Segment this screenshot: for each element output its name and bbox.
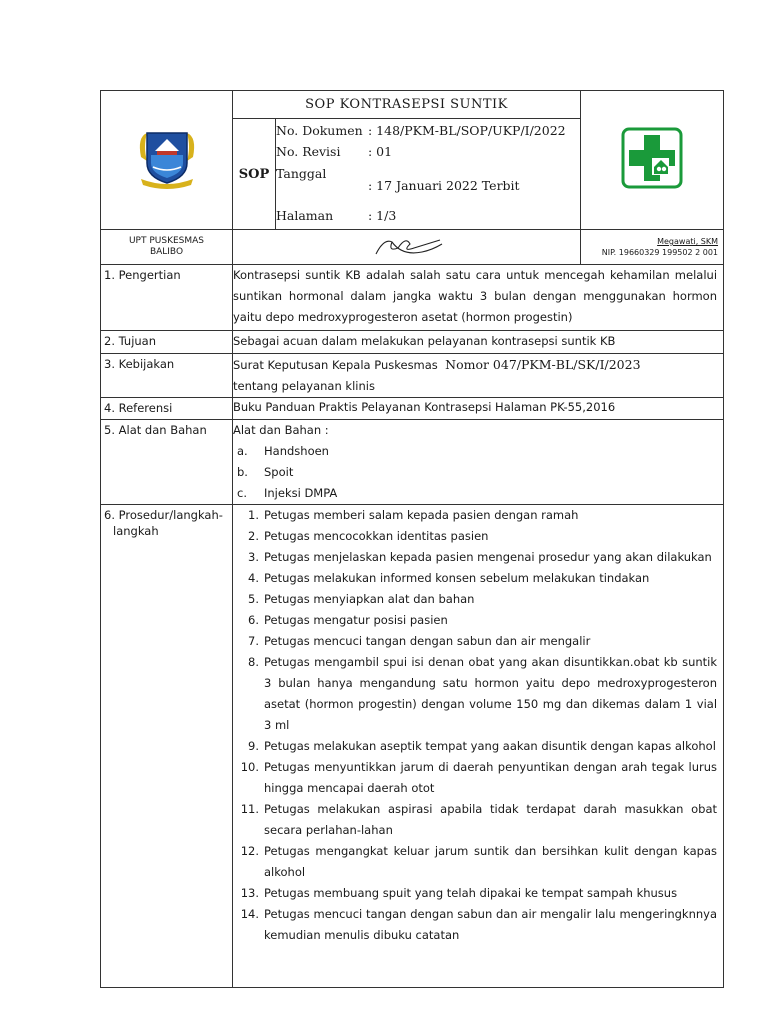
list-item: a. Handshoen: [237, 444, 329, 458]
list-item: 2. Petugas mencocokkan identitas pasien: [248, 529, 489, 543]
sop-table: [100, 90, 724, 988]
signature-mark: [362, 230, 452, 260]
section-label-tujuan: 2. Tujuan: [101, 331, 233, 354]
list-item: 8. Petugas mengambil spui isi denan obat yang akan disuntikkan.obat kb suntik 3 bulan hanya mengandung satu hormon yaitu depo medroxyprogesteron asetat (hormon progestin) dengan volume 150 mg dan dikemas dalam 1 vial 3 ml: [248, 655, 718, 732]
list-item: b. Spoit: [237, 465, 294, 479]
section-content-alat: Alat dan Bahan : a. Handshoen b. Spoit c. Injeksi DMPA: [233, 420, 724, 505]
section-content-kebijakan: Surat Keputusan Kepala Puskesmas Nomor 047/PKM-BL/SK/I/2023 tentang pelayanan klinis: [233, 354, 724, 398]
list-item: 6. Petugas mengatur posisi pasien: [248, 613, 448, 627]
section-label-kebijakan: 3. Kebijakan: [101, 354, 233, 398]
meta-row-tanggal: Tanggal : 17 Januari 2022 Terbit: [276, 166, 520, 193]
list-item: 14. Petugas mencuci tangan dengan sabun dan air mengalir lalu mengeringknnya kemudian menulis dibuku catatan: [240, 907, 718, 942]
list-item: 1. Petugas memberi salam kepada pasien dengan ramah: [248, 508, 579, 522]
sop-document: [100, 90, 723, 988]
organization-name: UPT PUSKESMAS BALIBO: [101, 230, 233, 265]
meta-row-halaman: Halaman : 1/3: [276, 208, 397, 223]
section-content-prosedur: [233, 505, 724, 988]
list-item: 13. Petugas membuang spuit yang telah dipakai ke tempat sampah khusus: [240, 886, 678, 900]
regency-emblem-icon: [133, 127, 201, 189]
list-item: 4. Petugas melakukan informed konsen sebelum melakukan tindakan: [248, 571, 650, 585]
meta-row-revisi: No. Revisi : 01: [276, 144, 393, 159]
signer-name: Megawati, SKM: [657, 237, 719, 246]
section-content-pengertian: Kontrasepsi suntik KB adalah salah satu cara untuk mencegah kehamilan melalui suntikan hormonal dalam jangka waktu 3 bulan dengan menggunakan hormon yaitu depo medroxyprogesteron asetat (hormon progestin): [233, 265, 724, 331]
list-item: 5. Petugas menyiapkan alat dan bahan: [248, 592, 475, 606]
document-meta: [276, 119, 581, 230]
section-content-tujuan: Sebagai acuan dalam melakukan pelayanan kontrasepsi suntik KB: [233, 331, 724, 354]
document-title: SOP KONTRASEPSI SUNTIK: [233, 91, 581, 119]
list-item: 7. Petugas mencuci tangan dengan sabun dan air mengalir: [248, 634, 591, 648]
section-label-prosedur: 6. Prosedur/langkah- langkah: [101, 505, 233, 988]
signer-nip: NIP. 19660329 199502 2 001: [601, 248, 719, 257]
sop-label: SOP: [233, 119, 276, 230]
list-item: 3. Petugas menjelaskan kepada pasien mengenai prosedur yang akan dilakukan: [248, 550, 712, 564]
puskesmas-logo-icon: [621, 127, 683, 189]
section-label-pengertian: 1. Pengertian: [101, 265, 233, 331]
section-content-referensi: Buku Panduan Praktis Pelayanan Kontrasepsi Halaman PK-55,2016: [233, 398, 724, 420]
signer-block: [581, 230, 724, 265]
list-item: 11. Petugas melakukan aspirasi apabila tidak terdapat darah masukkan obat secara perlahan-lahan: [240, 802, 718, 837]
list-item: 12. Petugas mengangkat keluar jarum suntik dan bersihkan kulit dengan kapas alkohol: [240, 844, 718, 879]
procedure-steps: [233, 505, 717, 946]
signature-cell: [233, 230, 581, 265]
list-item: c. Injeksi DMPA: [237, 486, 338, 500]
meta-row-dokumen: No. Dokumen : 148/PKM-BL/SOP/UKP/I/2022: [276, 123, 566, 138]
section-label-referensi: 4. Referensi: [101, 398, 233, 420]
section-label-alat: 5. Alat dan Bahan: [101, 420, 233, 505]
puskesmas-logo-cell: [581, 91, 724, 230]
list-item: 9. Petugas melakukan aseptik tempat yang aakan disuntik dengan kapas alkohol: [248, 739, 716, 753]
list-item: 10. Petugas menyuntikkan jarum di daerah penyuntikan dengan arah tegak lurus hingga mencapai daerah otot: [240, 760, 718, 795]
regency-emblem-cell: [101, 91, 233, 230]
